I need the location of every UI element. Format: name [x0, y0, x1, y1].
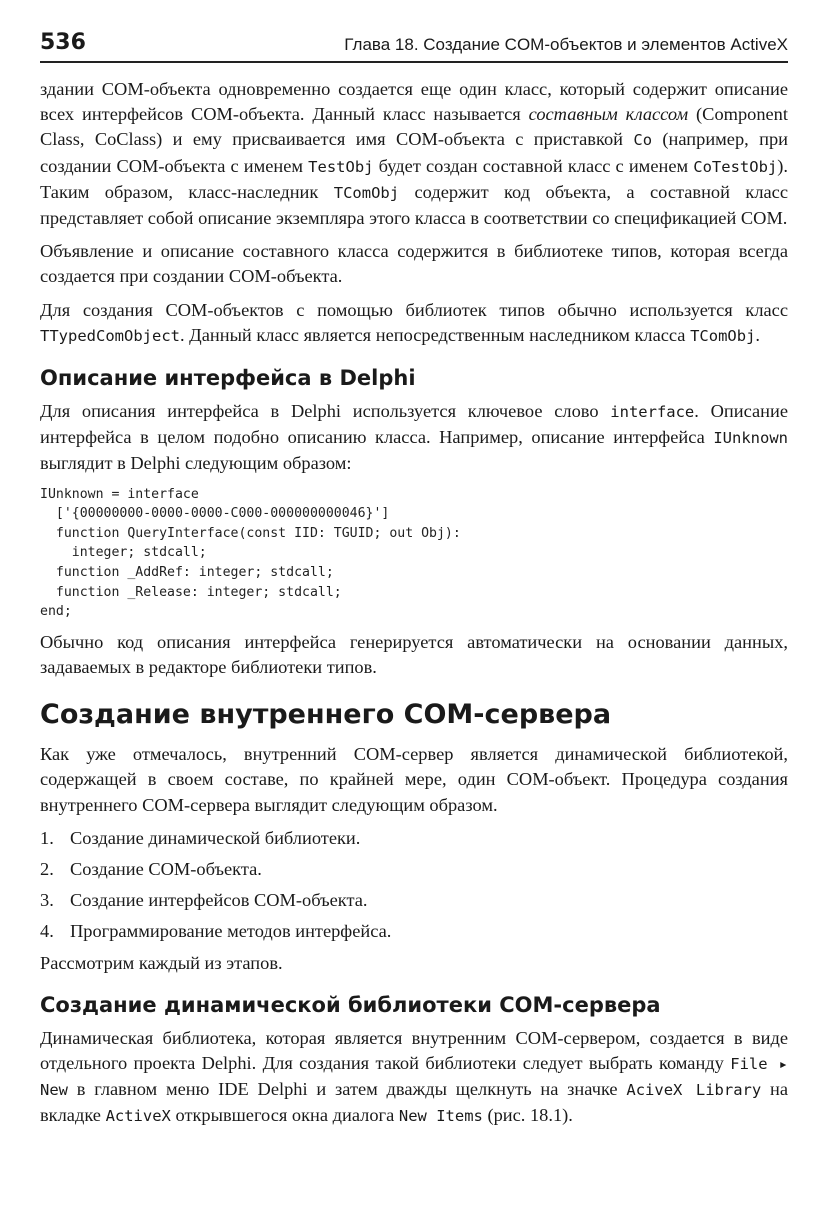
heading-interface-description: Описание интерфейса в Delphi: [40, 366, 416, 391]
code-co-prefix: Co: [633, 131, 653, 150]
book-page: [40, 30, 788, 1138]
code-new-items: New Items: [398, 1107, 483, 1126]
term-coclass: составным классом: [528, 104, 689, 125]
paragraph-typedcomobject: Для создания COM-объектов с помощью библиотек типов обычно используется класс TTypedComObject. Данный класс является непосредственным наследником класса TComObj.: [40, 299, 788, 345]
heading-create-dll: Создание динамической библиотеки COM-сервера: [40, 992, 661, 1017]
paragraph-dll-project: Динамическая библиотека, которая является внутренним COM-сервером, создается в виде отдельного проекта Delphi. Для создания такой библиотеки следует выбрать команду File ▸ New в главном меню IDE Delphi и затем дважды щелкнуть на значке AciveX Library на вкладке ActiveX открывшегося окна диалога New Items (рис. 18.1).: [40, 1027, 788, 1126]
paragraph-each-stage: Рассмотрим каждый из этапов.: [40, 952, 283, 973]
paragraph-coclass: здании COM-объекта одновременно создается еще один класс, который содержит описание всех интерфейсов COM-объекта. Данный класс называется составным классом (Component Class, CoClass) и ему присваивается имя COM-объекта с приставкой Co (например, при создании COM-объекта с именем TestObj будет создан составной класс с именем CoTestObj). Таким образом, класс-наследник TComObj содержит код объекта, а составной класс представляет собой описание экземпляра этого класса в соответствии со спецификацией COM.: [40, 79, 789, 229]
list-item: 2. Создание COM-объекта.: [40, 859, 262, 880]
code-activex-tab: ActiveX: [105, 1107, 171, 1126]
steps-list: [40, 826, 788, 945]
code-iunknown: IUnknown: [713, 429, 788, 448]
heading-create-inproc-server: Создание внутреннего COM-сервера: [40, 699, 612, 731]
code-tcomobj: TComObj: [333, 183, 400, 202]
running-head: Глава 18. Создание COM-объектов и элементов ActiveX: [344, 35, 788, 54]
code-cotestobj: CoTestObj: [693, 157, 778, 176]
list-item: 4. Программирование методов интерфейса.: [40, 921, 392, 942]
page-header: [40, 30, 788, 63]
code-listing-iunknown: IUnknown = interface ['{00000000-0000-0000-C000-000000000046}'] function QueryInterface(const IID: TGUID; out Obj): integer; stdcall; function _AddRef: integer; stdcall; function _Release: integer; stdcall; end;: [40, 486, 461, 620]
paragraph-interface-keyword: Для описания интерфейса в Delphi используется ключевое слово interface. Описание интерфейса в целом подобно описанию класса. Например, описание интерфейса IUnknown выглядит в Delphi следующим образом:: [40, 401, 788, 474]
list-item: 3. Создание интерфейсов COM-объекта.: [40, 890, 368, 911]
paragraph-type-library: Объявление и описание составного класса содержится в библиотеке типов, которая всегда создается при создании COM-объекта.: [40, 241, 788, 287]
paragraph-inproc-server: Как уже отмечалось, внутренний COM-сервер является динамической библиотекой, содержащей в своем составе, по крайней мере, один COM-объект. Процедура создания внутреннего COM-сервера выглядит следующим образом.: [40, 744, 788, 815]
paragraph-auto-generation: Обычно код описания интерфейса генерируется автоматически на основании данных, задаваемых в редакторе библиотеки типов.: [40, 631, 788, 677]
code-testobj: TestObj: [308, 157, 374, 176]
code-file-new: File ▸ New: [40, 1055, 788, 1100]
code-tcomobj-2: TComObj: [690, 326, 756, 345]
page-number: 536: [40, 30, 86, 55]
code-interface-keyword: interface: [610, 403, 695, 422]
code-activex-library: AciveX Library: [626, 1081, 762, 1100]
list-item: 1. Создание динамической библиотеки.: [40, 827, 361, 848]
code-ttypedcomobject: TTypedComObject: [40, 326, 180, 345]
